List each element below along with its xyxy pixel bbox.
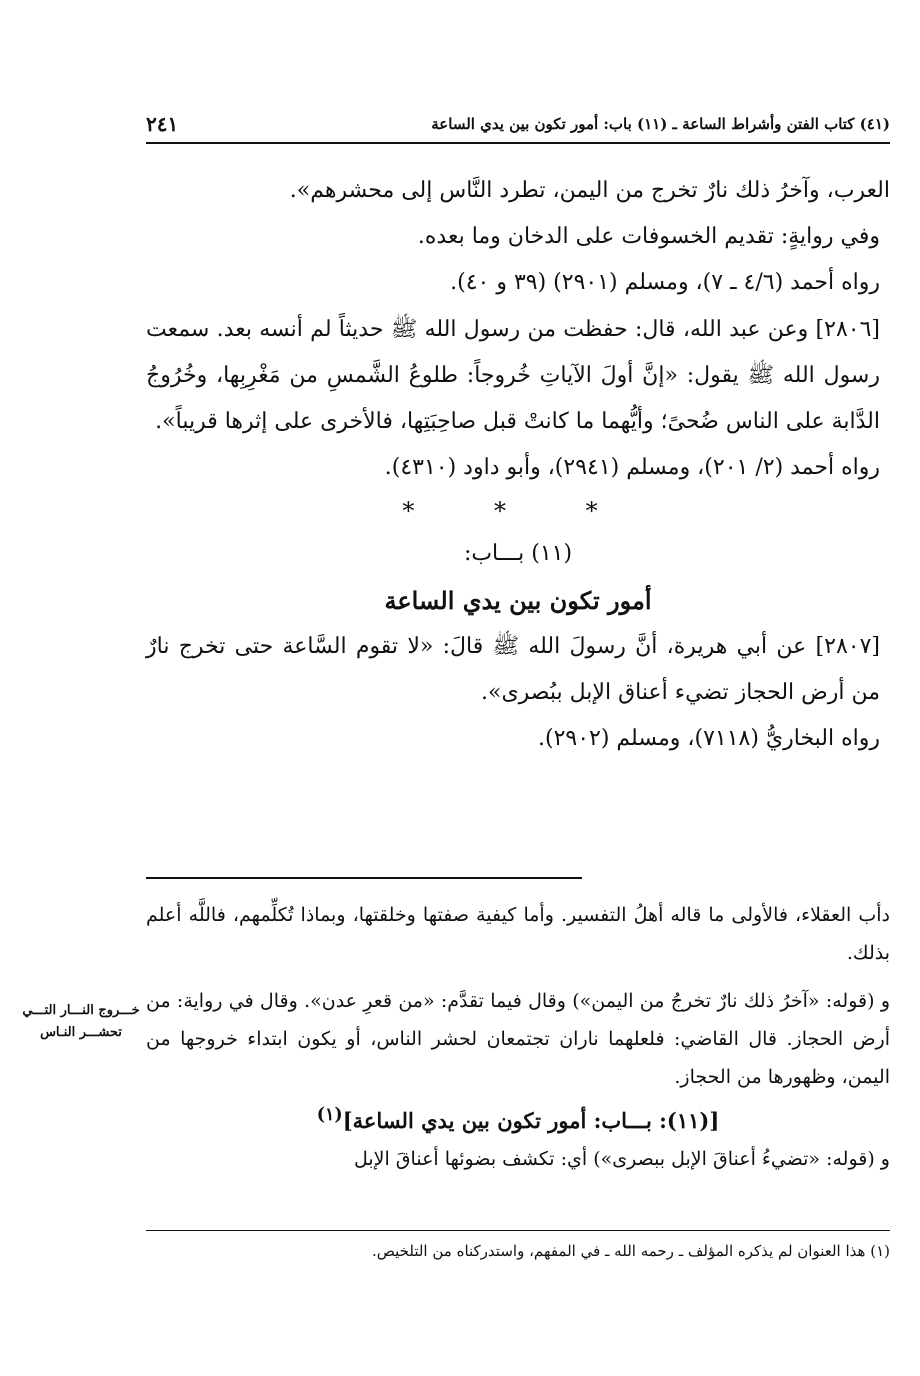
commentary-text	[146, 896, 890, 1178]
footnote: (١) هذا العنوان لم يذكره المؤلف ـ رحمه الله ـ في المفهم، واستدركناه من التلخيص.	[372, 1242, 890, 1260]
running-title: (٤١) كتاب الفتن وأشراط الساعة ـ (١١) باب: أمور تكون بين يدي الساعة	[431, 115, 890, 133]
page-number: ٢٤١	[146, 112, 179, 136]
hadith-2807: [٢٨٠٧] عن أبي هريرة، أنَّ رسولَ الله ﷺ قالَ: «لا تقوم السَّاعة حتى تخرج نارٌ من أرض الحجاز تضيء أعناق الإبل ببُصرى».	[146, 633, 880, 706]
chapter-title: أمور تكون بين يدي الساعة	[384, 585, 652, 615]
main-text	[146, 168, 890, 762]
section-separator: * * *	[402, 497, 634, 526]
commentary-paragraph-3: و (قوله: «تضيءُ أعناقَ الإبل ببصرى») أي: تكشف بضوئها أعناقَ الإبل	[353, 1148, 890, 1170]
footnote-marker: (١)	[316, 1105, 343, 1125]
commentary-paragraph-1: دأب العقلاء، فالأولى ما قاله أهلُ التفسير. وأما كيفية صفتها وخلقتها، وبماذا تُكلِّمهم، فاللَّه أعلم بذلك.	[146, 904, 890, 964]
hadith-2806: [٢٨٠٦] وعن عبد الله، قال: حفظت من رسول الله ﷺ حديثاً لم أنسه بعد. سمعت رسول الله ﷺ يقول: «إنَّ أولَ الآياتِ خُروجاً: طلوعُ الشَّمسِ من مَغْرِبِها، وخُرُوجُ الدَّابة على الناس ضُحىً؛ وأيُّهما ما كانتْ قبل صاحِبَتِها، فالأخرى على إثرها قريباً».	[146, 316, 880, 435]
commentary-heading	[146, 1096, 890, 1140]
main-paragraph-1: العرب، وآخرُ ذلك نارٌ تخرج من اليمن، تطرد النَّاس إلى محشرهم».	[289, 178, 890, 203]
commentary-rule	[146, 877, 582, 879]
spacer	[146, 972, 890, 982]
commentary-heading-text: [(١١): بـــاب: أمور تكون بين يدي الساعة]	[342, 1108, 720, 1133]
margin-note: خـــروج النـــار التـــي تحشـــر النـاس	[22, 1003, 140, 1040]
main-paragraph-3: رواه أحمد (٤/٦ ـ ٧)، ومسلم (٢٩٠١) (٣٩ و ٤٠).	[450, 270, 880, 296]
page-header	[146, 108, 890, 140]
chapter-number: (١١) بـــاب:	[463, 541, 573, 567]
header-rule	[146, 142, 890, 144]
footnote-rule	[146, 1230, 890, 1231]
commentary-paragraph-2: و (قوله: «آخرُ ذلك نارٌ تخرجُ من اليمن») وقال فيما تقدَّم: «من قعرِ عدن». وقال في رواية: من أرض الحجاز. قال القاضي: فلعلهما ناران تجتمعان لحشر الناس، أو يكون ابتداء خروجها من اليمن، وظهورها من الحجاز.	[146, 990, 890, 1088]
main-paragraph-5: رواه أحمد (٢/ ٢٠١)، ومسلم (٢٩٤١)، وأبو داود (٤٣١٠).	[384, 455, 880, 481]
main-paragraph-2: وفي روايةٍ: تقديم الخسوفات على الدخان وما بعده.	[417, 224, 880, 250]
main-paragraph-7: رواه البخاريُّ (٧١١٨)، ومسلم (٢٩٠٢).	[538, 726, 880, 752]
